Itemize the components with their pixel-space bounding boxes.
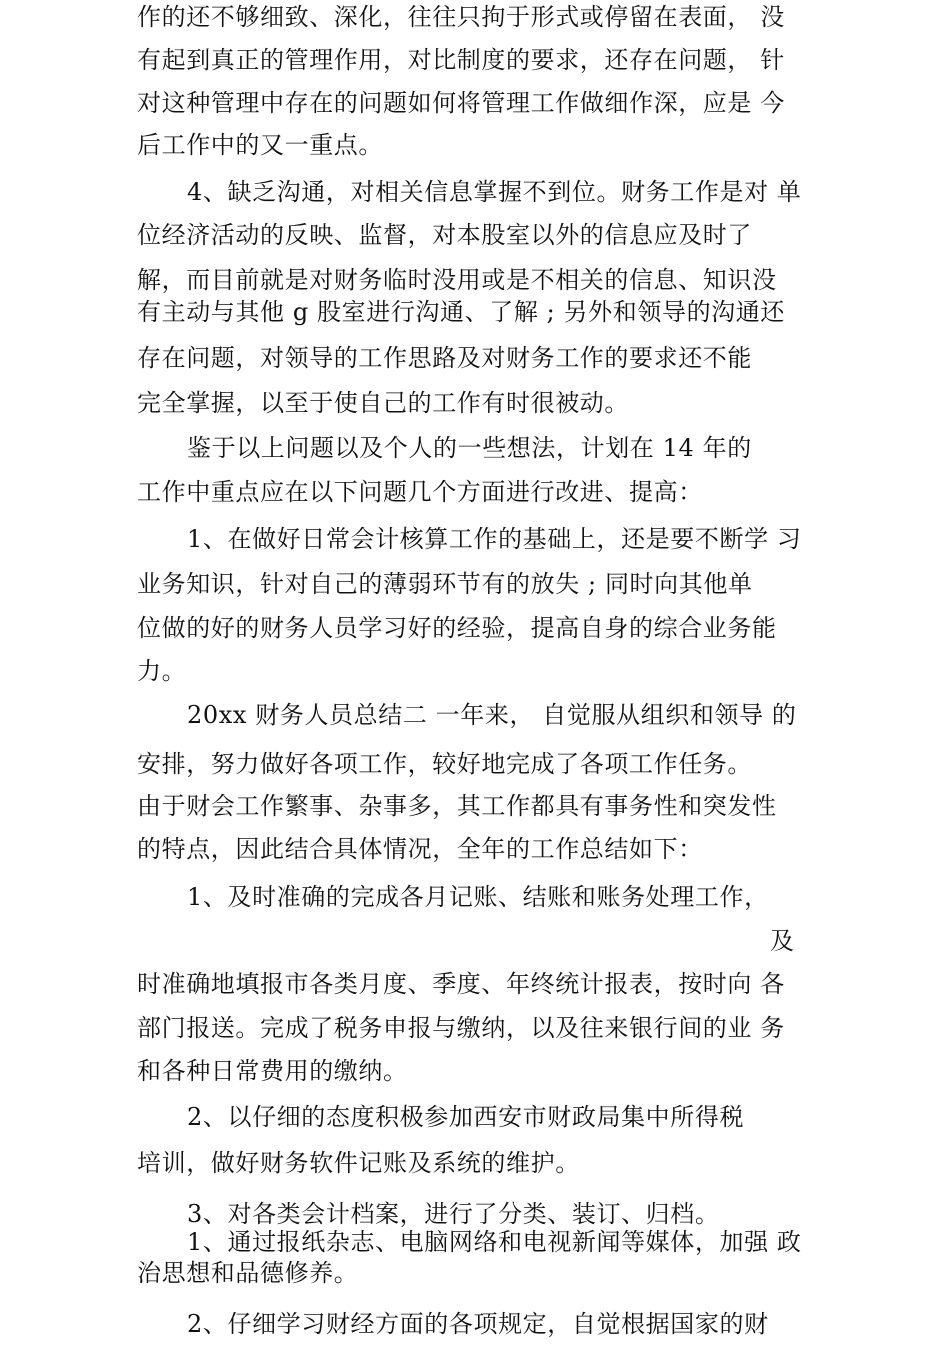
- text-line: 2、以仔细的态度积极参加西安市财政局集中所得税: [187, 1103, 745, 1131]
- text-line: 位经济活动的反映、监督，对本股室以外的信息应及时了: [137, 221, 752, 249]
- text-line: 完全掌握，以至于使自己的工作有时很被动。: [137, 389, 629, 417]
- text-line: 对这种管理中存在的问题如何将管理工作做细作深，应是 今: [137, 89, 785, 117]
- text-line: 后工作中的又一重点。: [137, 131, 383, 159]
- text-line: 解，而目前就是对财务临时没用或是不相关的信息、知识没: [137, 266, 777, 294]
- text-line: 业务知识，针对自己的薄弱环节有的放失 ; 同时向其他单: [137, 570, 753, 598]
- text-line: 4、缺乏沟通，对相关信息掌握不到位。财务工作是对 单: [187, 178, 802, 206]
- text-line: 及: [770, 927, 795, 955]
- text-line: 时准确地填报市各类月度、季度、年终统计报表，按时向 各: [137, 970, 785, 998]
- text-line: 部门报送。完成了税务申报与缴纳，以及往来银行间的业 务: [137, 1014, 785, 1042]
- text-line: 工作中重点应在以下问题几个方面进行改进、提高：: [137, 478, 703, 506]
- text-line: 作的还不够细致、深化，往往只拘于形式或停留在表面， 没: [137, 3, 785, 31]
- text-line: 治思想和品德修养。: [137, 1259, 359, 1287]
- text-line: 的特点，因此结合具体情况，全年的工作总结如下：: [137, 835, 703, 863]
- text-line: 1、在做好日常会计核算工作的基础上，还是要不断学 习: [187, 525, 802, 553]
- text-line: 培训，做好财务软件记账及系统的维护。: [137, 1149, 580, 1177]
- text-line: 有主动与其他 g 股室进行沟通、了解 ; 另外和领导的沟通还: [137, 298, 785, 326]
- text-line: 2、仔细学习财经方面的各项规定，自觉根据国家的财: [187, 1310, 769, 1338]
- text-line: 存在问题，对领导的工作思路及对财务工作的要求还不能: [137, 344, 752, 372]
- text-line: 和各种日常费用的缴纳。: [137, 1057, 408, 1085]
- text-line: 3、对各类会计档案，进行了分类、装订、归档。: [187, 1200, 720, 1228]
- text-line: 有起到真正的管理作用，对比制度的要求，还存在问题， 针: [137, 46, 785, 74]
- text-line: 由于财会工作繁事、杂事多，其工作都具有事务性和突发性: [137, 792, 777, 820]
- text-line: 力。: [137, 657, 187, 685]
- text-line: 1、及时准确的完成各月记账、结账和账务处理工作，: [187, 883, 769, 911]
- text-line: 鉴于以上问题以及个人的一些想法，计划在 14 年的: [187, 434, 752, 462]
- text-line: 安排，努力做好各项工作，较好地完成了各项工作任务。: [137, 750, 752, 778]
- text-line: 1、通过报纸杂志、电脑网络和电视新闻等媒体，加强 政: [187, 1228, 802, 1256]
- text-line: 位做的好的财务人员学习好的经验，提高自身的综合业务能: [137, 614, 777, 642]
- text-line: 20xx 财务人员总结二 一年来， 自觉服从组织和领导 的: [187, 701, 797, 729]
